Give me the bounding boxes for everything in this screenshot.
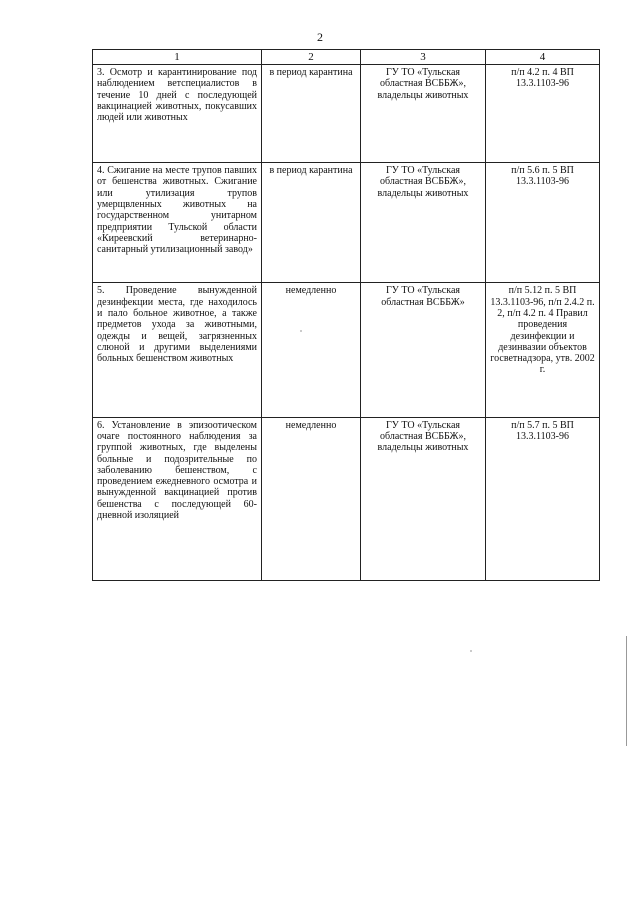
term-cell: немедленно [262,283,361,417]
measure-cell: 6. Установление в эпизоотическом очаге постоянного наблюдения за группой животных, где выделены больные и подозрительные по заболеванию бешенством, с проведением ежедневного осмотра и вынужденной вакцинацией против бешенства с последующей 60-дневной изоляцией [93,417,262,580]
table-row [93,65,600,163]
scan-speck [470,650,472,652]
responsible-cell: ГУ ТО «Тульская областная ВСББЖ», владельцы животных [361,417,486,580]
scan-speck [300,330,302,332]
table-row [93,283,600,417]
header-cell-1: 1 [93,50,262,65]
term-cell: в период карантина [262,163,361,283]
header-row [93,50,600,65]
responsible-cell: ГУ ТО «Тульская областная ВСББЖ» [361,283,486,417]
term-cell: немедленно [262,417,361,580]
header-cell-2: 2 [262,50,361,65]
header-cell-3: 3 [361,50,486,65]
table-row [93,163,600,283]
scan-edge-line [626,636,627,746]
measure-cell: 4. Сжигание на месте трупов павших от бешенства животных. Сжигание или утилизация трупов умерщвленных животных на государственном унитарном предприятии Тульской области «Киреевский ветеринарно-санитарный утилизационный завод» [93,163,262,283]
header-cell-4: 4 [486,50,600,65]
term-cell: в период карантина [262,65,361,163]
responsible-cell: ГУ ТО «Тульская областная ВСББЖ», владельцы животных [361,163,486,283]
measure-cell: 5. Проведение вынужденной дезинфекции места, где находилось и пало больное животное, а также предметов ухода за животными, одежды и вещей, загрязненных слюной и другими выделениями больных бешенством животных [93,283,262,417]
basis-cell: п/п 5.12 п. 5 ВП 13.3.1103-96, п/п 2.4.2 п. 2, п/п 4.2 п. 4 Правил проведения дезинфекции и дезинвазии объектов госветнадзора, утв. 2002 г. [486,283,600,417]
basis-cell: п/п 5.6 п. 5 ВП 13.3.1103-96 [486,163,600,283]
basis-cell: п/п 4.2 п. 4 ВП 13.3.1103-96 [486,65,600,163]
measure-cell: 3. Осмотр и карантинирование под наблюдением ветспециалистов в течение 10 дней с последующей вакцинацией животных, покусавших людей или животных [93,65,262,163]
responsible-cell: ГУ ТО «Тульская областная ВСББЖ», владельцы животных [361,65,486,163]
table-row [93,417,600,580]
measures-table [92,49,600,581]
basis-cell: п/п 5.7 п. 5 ВП 13.3.1103-96 [486,417,600,580]
page-number: 2 [317,30,323,44]
